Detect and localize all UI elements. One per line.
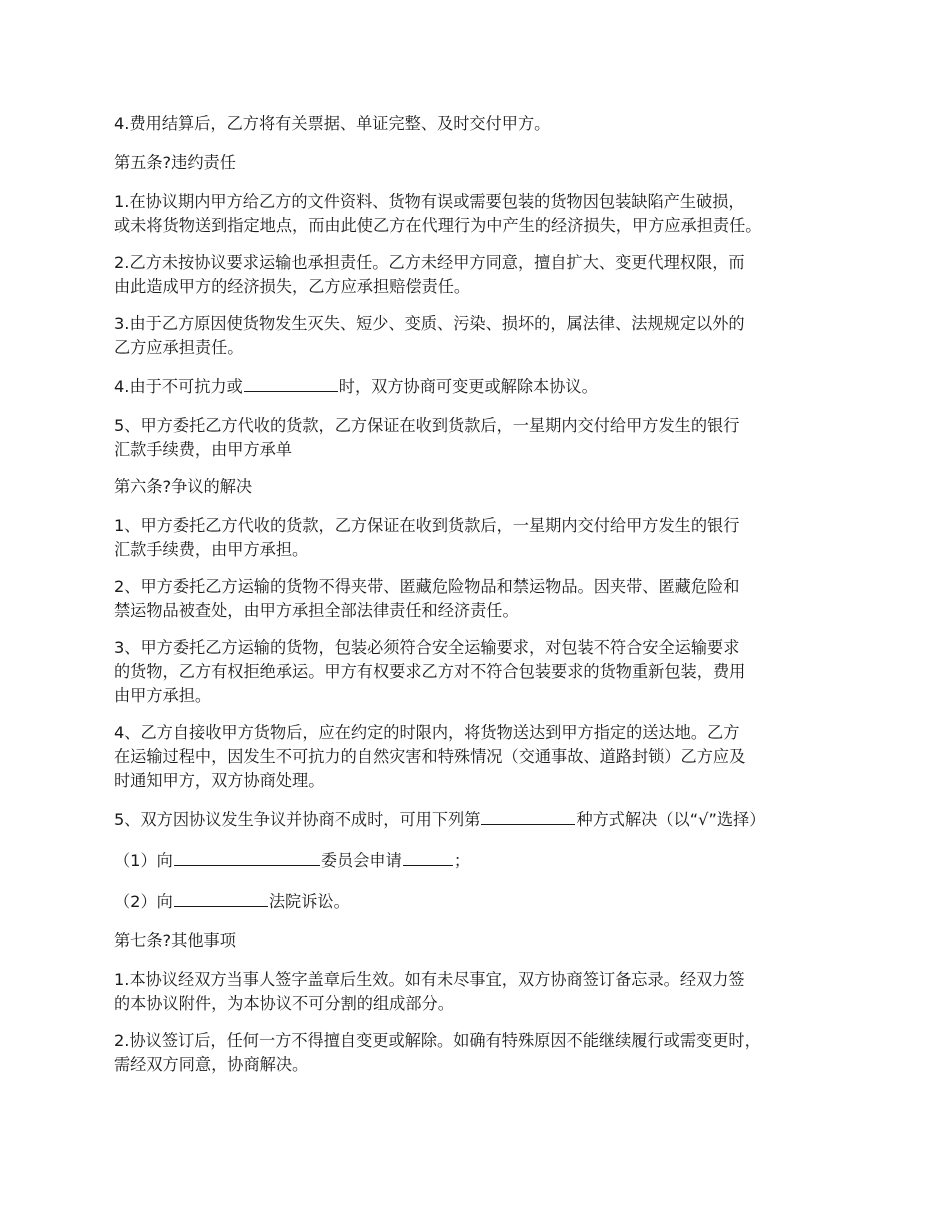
paragraph-line bbox=[114, 847, 854, 873]
paragraph-line: 3.由于乙方原因使货物发生灭失、短少、变质、污染、损坏的，属法律、法规规定以外的 bbox=[114, 314, 745, 333]
text-fragment: ； bbox=[453, 851, 470, 870]
text-fragment: 法院诉讼。 bbox=[268, 892, 350, 911]
paragraph-line: 2.协议签订后，任何一方不得擅自变更或解除。如确有特殊原因不能继续履行或需变更时， bbox=[114, 1031, 761, 1050]
text-fragment: 5、双方因协议发生争议并协商不成时，可用下列第 bbox=[114, 810, 481, 829]
paragraph-line: 3、甲方委托乙方运输的货物，包装必须符合安全运输要求，对包装不符合安全运输要求 bbox=[114, 638, 740, 657]
paragraph-line: 需经双方同意，协商解决。 bbox=[114, 1055, 309, 1074]
paragraph-line: 在运输过程中，因发生不可抗力的自然灾害和特殊情况（交通事故、道路封锁）乙方应及 bbox=[114, 747, 746, 766]
fill-in-blank[interactable] bbox=[403, 847, 453, 866]
clause-6-1 bbox=[114, 514, 854, 562]
option-1 bbox=[114, 847, 854, 873]
paragraph-line: 4.费用结算后，乙方将有关票据、单证完整、及时交付甲方。 bbox=[114, 114, 551, 133]
document-body bbox=[114, 112, 854, 1090]
heading-text: 第五条?违约责任 bbox=[114, 153, 236, 172]
text-fragment: （1）向 bbox=[114, 851, 173, 870]
paragraph-line bbox=[114, 806, 854, 832]
paragraph-line: 5、甲方委托乙方代收的货款，乙方保证在收到货款后，一星期内交付给甲方发生的银行 bbox=[114, 416, 740, 435]
paragraph-line: 乙方应承担责任。 bbox=[114, 338, 244, 357]
paragraph-line bbox=[114, 373, 854, 399]
paragraph-line: 的货物，乙方有权拒绝承运。甲方有权要求乙方对不符合包装要求的货物重新包装，费用 bbox=[114, 662, 746, 681]
clause-5-3 bbox=[114, 312, 854, 360]
paragraph-line: 2、甲方委托乙方运输的货物不得夹带、匿藏危险物品和禁运物品。因夹带、匿藏危险和 bbox=[114, 577, 740, 596]
clause-4-4 bbox=[114, 112, 854, 136]
paragraph-line: 或未将货物送到指定地点，而由此使乙方在代理行为中产生的经济损失，甲方应承担责任。 bbox=[114, 216, 762, 235]
paragraph-line: 4、乙方自接收甲方货物后，应在约定的时限内，将货物送达到甲方指定的送达地。乙方 bbox=[114, 723, 740, 742]
clause-5-2 bbox=[114, 251, 854, 299]
text-fragment: 委员会申请 bbox=[320, 851, 402, 870]
heading-text: 第七条?其他事项 bbox=[114, 931, 236, 950]
clause-7-1 bbox=[114, 968, 854, 1016]
text-fragment: 时，双方协商可变更或解除本协议。 bbox=[338, 377, 598, 396]
option-2 bbox=[114, 888, 854, 914]
paragraph-line: 1、甲方委托乙方代收的货款，乙方保证在收到货款后，一星期内交付给甲方发生的银行 bbox=[114, 516, 740, 535]
paragraph-line: 1.在协议期内甲方给乙方的文件资料、货物有误或需要包装的货物因包装缺陷产生破损， bbox=[114, 192, 745, 211]
paragraph-line: 汇款手续费，由甲方承单 bbox=[114, 440, 293, 459]
clause-6-4 bbox=[114, 721, 854, 793]
article-7-heading bbox=[114, 929, 854, 953]
paragraph-line: 的本协议附件，为本协议不可分割的组成部分。 bbox=[114, 994, 454, 1013]
clause-5-1 bbox=[114, 190, 854, 238]
clause-5-4 bbox=[114, 373, 854, 399]
paragraph-line: 由此造成甲方的经济损失，乙方应承担赔偿责任。 bbox=[114, 277, 471, 296]
clause-6-5 bbox=[114, 806, 854, 832]
paragraph-line bbox=[114, 888, 854, 914]
article-6-heading bbox=[114, 475, 854, 499]
article-5-heading bbox=[114, 151, 854, 175]
clause-6-2 bbox=[114, 575, 854, 623]
fill-in-blank[interactable] bbox=[481, 806, 575, 825]
heading-text: 第六条?争议的解决 bbox=[114, 477, 253, 496]
clause-5-5 bbox=[114, 414, 854, 462]
paragraph-line: 时通知甲方，双方协商处理。 bbox=[114, 771, 325, 790]
paragraph-line: 汇款手续费，由甲方承担。 bbox=[114, 540, 309, 559]
text-fragment: 4.由于不可抗力或 bbox=[114, 377, 243, 396]
text-fragment: （2）向 bbox=[114, 892, 173, 911]
paragraph-line: 1.本协议经双方当事人签字盖章后生效。如有未尽事宜，双方协商签订备忘录。经双力签 bbox=[114, 970, 745, 989]
paragraph-line: 禁运物品被查处，由甲方承担全部法律责任和经济责任。 bbox=[114, 601, 519, 620]
paragraph-line: 2.乙方未按协议要求运输也承担责任。乙方未经甲方同意，擅自扩大、变更代理权限，而 bbox=[114, 253, 745, 272]
text-fragment: 种方式解决（以“√”选择） bbox=[576, 810, 766, 829]
fill-in-blank[interactable] bbox=[174, 847, 320, 866]
paragraph-line: 由甲方承担。 bbox=[114, 686, 212, 705]
clause-7-2 bbox=[114, 1029, 854, 1077]
fill-in-blank[interactable] bbox=[174, 888, 268, 907]
fill-in-blank[interactable] bbox=[244, 373, 338, 392]
clause-6-3 bbox=[114, 636, 854, 708]
